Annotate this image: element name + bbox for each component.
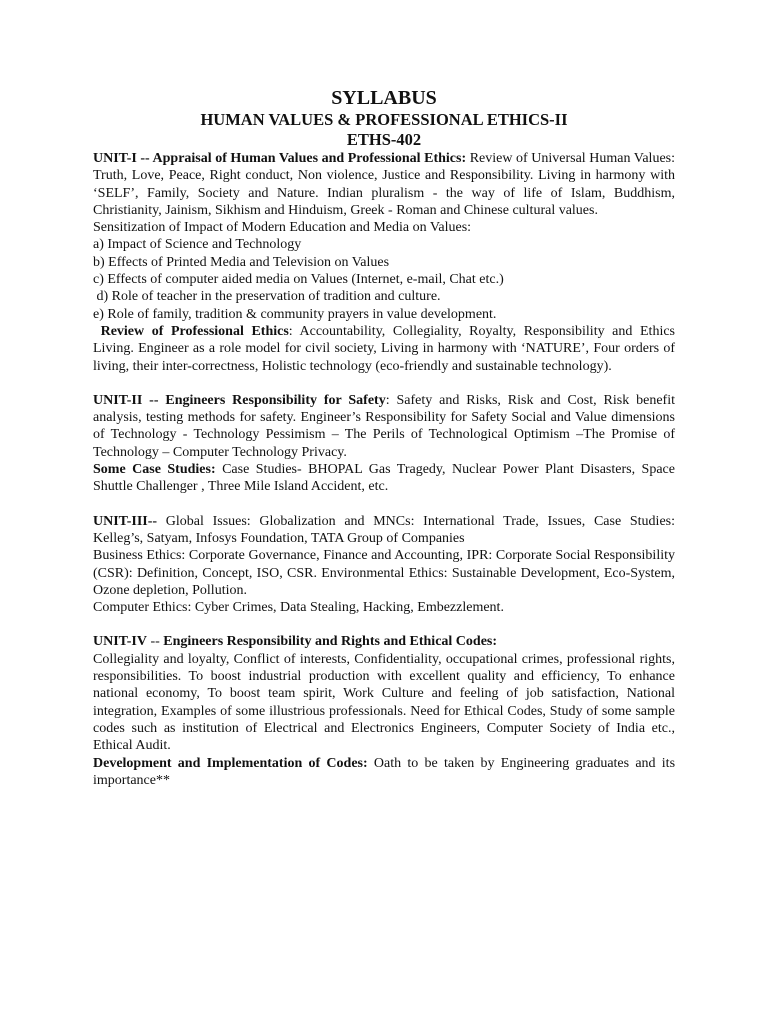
unit-3-text: Global Issues: Globalization and MNCs: International Trade, Issues, Case Studies: Kelleg’s, Satyam, Infosys Foundation, TATA Group of Companies xyxy=(93,513,675,546)
unit-3-intro xyxy=(93,513,675,548)
syllabus-page xyxy=(93,86,675,789)
unit-4-heading: Engineers Responsibility and Rights and Ethical Codes: xyxy=(163,634,498,650)
spacer xyxy=(93,496,675,513)
unit-3-computer: Computer Ethics: Cyber Crimes, Data Stealing, Hacking, Embezzlement. xyxy=(93,600,504,616)
unit-1-item-a: a) Impact of Science and Technology xyxy=(93,237,302,253)
unit-1-review xyxy=(93,323,675,375)
unit-4-title xyxy=(93,633,675,650)
unit-2-text: : Safety and Risks, Risk and Cost, Risk benefit analysis, testing methods for safety. Engineer’s Responsibility for Safety Social and Value dimensions of Technology - Technology Pessimism – The Perils of Technological Optimism –The Promise of Technology – Computer Technology Privacy. xyxy=(93,392,675,460)
unit-4-dashes: -- xyxy=(146,634,164,650)
page-title: SYLLABUS xyxy=(331,87,437,109)
unit-3-heading: UNIT-III-- xyxy=(93,513,158,529)
unit-2-section xyxy=(93,392,675,496)
unit-4-dev xyxy=(93,755,675,790)
unit-1-intro xyxy=(93,150,675,219)
unit-4-label: UNIT-IV xyxy=(93,634,147,650)
unit-4-section xyxy=(93,633,675,789)
unit-2-cases xyxy=(93,461,675,496)
unit-2-intro xyxy=(93,392,675,461)
spacer xyxy=(93,375,675,392)
course-title: HUMAN VALUES & PROFESSIONAL ETHICS-II xyxy=(200,110,568,129)
unit-1-review-heading: Review of Professional Ethics xyxy=(93,323,289,339)
unit-1-item-b: b) Effects of Printed Media and Television on Values xyxy=(93,254,390,270)
unit-1-item-d: d) Role of teacher in the preservation of tradition and culture. xyxy=(93,289,441,305)
unit-1-section xyxy=(93,150,675,375)
spacer xyxy=(93,616,675,633)
unit-4-dev-text: Oath to be taken by Engineering graduates and its importance** xyxy=(93,755,676,788)
unit-1-sensitization: Sensitization of Impact of Modern Education and Media on Values: xyxy=(93,220,472,236)
unit-4-text: Collegiality and loyalty, Conflict of interests, Confidentiality, occupational crimes, professional rights, responsibilities. To boost industrial production with excellent quality and efficiency, To enhance national economy, To boost team spirit, Work Culture and feeling of job satisfaction, National integration, Examples of some illustrious professionals. Need for Ethical Codes, Study of some sample codes such as institution of Electrical and Electronics Engineers, Computer Society of India etc., Ethical Audit. xyxy=(93,651,675,754)
unit-1-item-c: c) Effects of computer aided media on Values (Internet, e-mail, Chat etc.) xyxy=(93,272,504,288)
course-code: ETHS-402 xyxy=(346,130,422,149)
unit-3-business: Business Ethics: Corporate Governance, Finance and Accounting, IPR: Corporate Social Responsibility (CSR): Definition, Concept, ISO, CSR. Environmental Ethics: Sustainable Development, Eco-System, Ozone depletion, Pollution. xyxy=(93,548,675,598)
unit-2-cases-heading: Some Case Studies: xyxy=(93,462,216,478)
unit-4-dev-heading: Development and Implementation of Codes: xyxy=(93,755,368,771)
unit-1-item-e: e) Role of family, tradition & community prayers in value development. xyxy=(93,306,497,322)
unit-1-review-text: : Accountability, Collegiality, Royalty, Responsibility and Ethics Living. Engineer as a role model for civil society, Living in harmony with ‘NATURE’, Four orders of living, their inter-correctness, Holistic technology (eco-friendly and sustainable technology). xyxy=(93,323,675,374)
unit-3-section xyxy=(93,513,675,617)
unit-1-intro-text: Review of Universal Human Values: Truth, Love, Peace, Right conduct, Non violence, Justice and Responsibility. Living in harmony with ‘SELF’, Family, Society and Nature. Indian pluralism - the way of life of Islam, Buddhism, Christianity, Jainism, Sikhism and Hinduism, Greek - Roman and Chinese cultural values. xyxy=(93,151,675,218)
unit-2-cases-text: Case Studies- BHOPAL Gas Tragedy, Nuclear Power Plant Disasters, Space Shuttle Challenger , Three Mile Island Accident, etc. xyxy=(93,462,675,495)
unit-2-heading: UNIT-II -- Engineers Responsibility for Safety xyxy=(93,392,386,408)
unit-1-heading: UNIT-I -- Appraisal of Human Values and Professional Ethics: xyxy=(93,151,467,166)
